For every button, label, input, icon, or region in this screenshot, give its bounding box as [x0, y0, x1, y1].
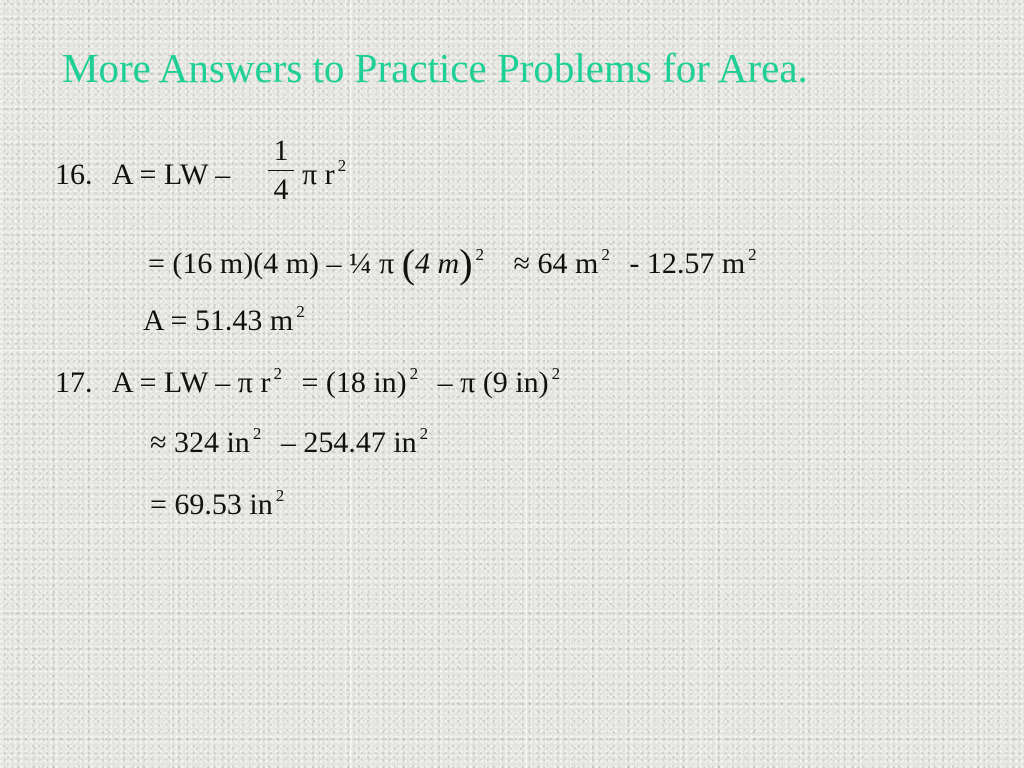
exponent: 2	[337, 156, 347, 175]
problem-17-formula	[55, 364, 561, 399]
exponent: 2	[409, 364, 419, 383]
problem-16-formula	[55, 160, 230, 190]
fraction-bar	[268, 170, 294, 171]
step-1-subtract: – 254.47 in	[280, 426, 417, 459]
exponent: 2	[296, 302, 305, 321]
problem-17-step-1	[150, 424, 429, 459]
problem-17-formula-a: A = LW – π r	[112, 366, 271, 399]
problem-16-label: 16.	[55, 158, 93, 191]
problem-16-formula-lhs: A = LW –	[112, 158, 231, 191]
paren-open: (	[401, 241, 416, 286]
background-grid-line	[0, 524, 1024, 525]
problem-17-formula-c: – π (9 in)	[437, 366, 549, 399]
paren-close: )	[459, 241, 473, 286]
exponent: 2	[748, 245, 757, 264]
exponent: 2	[551, 364, 561, 383]
problem-16-result	[143, 302, 305, 337]
fraction-denominator: 4	[273, 173, 289, 206]
step-1-approx: ≈ 324 in	[150, 426, 250, 459]
step-1-subtract: - 12.57 m	[629, 247, 746, 280]
pi-r-term: π r	[302, 158, 335, 191]
problem-17-label: 17.	[55, 366, 93, 399]
result-text: A = 51.43 m	[143, 304, 294, 337]
problem-17-formula-b: = (18 in)	[301, 366, 407, 399]
exponent: 2	[273, 364, 282, 383]
exponent: 2	[419, 424, 429, 443]
problem-16-step-1	[148, 241, 757, 286]
background-grid-line	[0, 350, 1024, 351]
fraction-numerator: 1	[273, 134, 289, 167]
step-1-approx: ≈ 64 m	[513, 247, 599, 280]
fraction-one-quarter	[268, 136, 294, 205]
result-text: = 69.53 in	[150, 488, 273, 521]
exponent: 2	[601, 245, 610, 264]
step-1-product: = (16 m)(4 m) – ¼ π	[148, 247, 395, 280]
slide-title: More Answers to Practice Problems for Area.	[62, 45, 808, 91]
exponent: 2	[252, 424, 262, 443]
exponent: 2	[275, 486, 285, 505]
problem-17-result	[150, 486, 285, 521]
radius-term: 4 m	[415, 247, 460, 280]
exponent: 2	[475, 245, 485, 264]
background-grid-line	[700, 0, 701, 768]
problem-16-formula-rhs	[302, 156, 347, 191]
